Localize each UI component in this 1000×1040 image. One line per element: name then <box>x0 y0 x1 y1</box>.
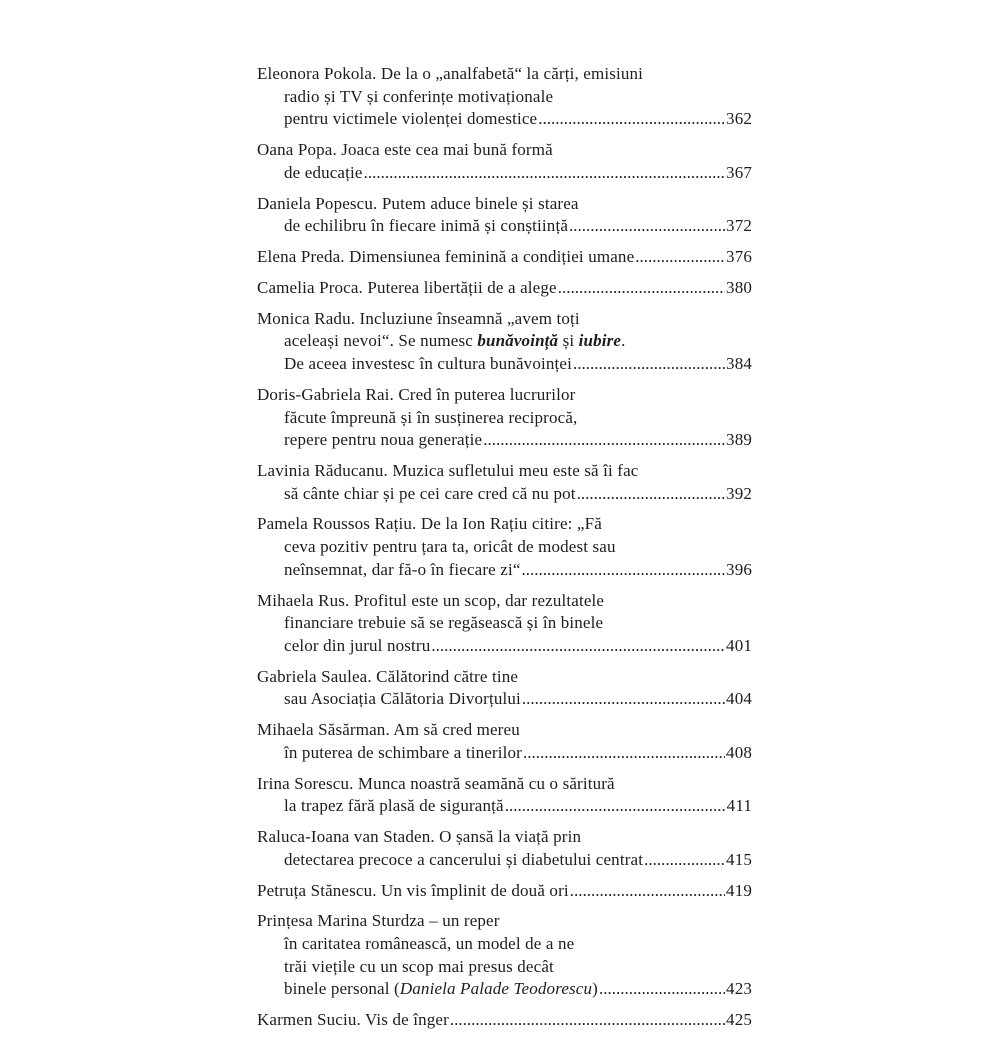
toc-entry-line: detectarea precoce a cancerului și diabetului centrat <box>284 849 644 869</box>
toc-page-number: 408 <box>726 742 752 762</box>
dot-leader <box>644 849 725 872</box>
toc-page-number: 362 <box>726 109 752 129</box>
toc-entry <box>257 773 752 818</box>
toc-entry <box>257 513 752 581</box>
dot-leader <box>523 742 725 765</box>
toc-page-number: 425 <box>726 1010 752 1030</box>
toc-entry-emphasis: bunăvoință <box>477 331 559 351</box>
dot-leader <box>570 880 725 903</box>
toc-entry <box>257 277 752 300</box>
toc-entry <box>257 1009 752 1032</box>
toc-entry-line: Petruța Stănescu. Un vis împlinit de două ori <box>257 880 569 900</box>
toc-entry-line: Camelia Proca. Puterea libertății de a alege <box>257 277 557 297</box>
toc-page-number: 415 <box>726 849 752 869</box>
toc-entry-text: ) <box>592 979 598 999</box>
toc-entry-line: de echilibru în fiecare inimă și conștiință <box>284 216 569 236</box>
toc-entry-line: Daniela Popescu. Putem aduce binele și starea <box>257 193 579 213</box>
toc-page-number: 411 <box>726 796 752 816</box>
toc-entry <box>257 719 752 764</box>
toc-page-number: 419 <box>726 880 752 900</box>
toc-entry-line: radio și TV și conferințe motivaționale <box>284 86 554 106</box>
toc-entry-last-line <box>257 162 752 185</box>
toc-page-number: 404 <box>726 689 752 709</box>
toc-page-number: 392 <box>726 483 752 503</box>
toc-entry-line: Mihaela Săsărman. Am să cred mereu <box>257 720 520 740</box>
toc-entry-line: Pamela Roussos Rațiu. De la Ion Rațiu citire: „Fă <box>257 514 602 534</box>
dot-leader <box>577 483 725 506</box>
toc-entry-line: Irina Sorescu. Munca noastră seamănă cu o săritură <box>257 773 615 793</box>
toc-entry-line: Monica Radu. Incluziune înseamnă „avem toți <box>257 308 580 328</box>
table-of-contents <box>257 63 752 1040</box>
toc-entry-line <box>284 978 598 1001</box>
toc-page-number: 389 <box>726 430 752 450</box>
toc-entry-last-line <box>257 795 752 818</box>
toc-entry <box>257 826 752 871</box>
dot-leader <box>364 162 725 185</box>
toc-entry <box>257 910 752 1000</box>
dot-leader <box>522 688 725 711</box>
toc-entry <box>257 139 752 184</box>
toc-entry-text: binele personal ( <box>284 979 400 999</box>
toc-entry-line: neînsemnat, dar fă-o în fiecare zi“ <box>284 559 521 579</box>
dot-leader <box>573 353 725 376</box>
toc-page-number: 372 <box>726 216 752 236</box>
toc-entry-last-line <box>257 880 752 903</box>
toc-entry <box>257 880 752 903</box>
toc-entry <box>257 308 752 376</box>
toc-entry-last-line <box>257 559 752 582</box>
toc-entry-last-line <box>257 429 752 452</box>
toc-page-number: 423 <box>726 979 752 999</box>
dot-leader <box>635 246 725 269</box>
dot-leader <box>450 1009 725 1032</box>
toc-entry-line: în puterea de schimbare a tinerilor <box>284 742 522 762</box>
toc-entry-line: făcute împreună și în susținerea reciprocă, <box>284 407 578 427</box>
dot-leader <box>431 635 725 658</box>
toc-page-number: 380 <box>726 277 752 297</box>
toc-entry-last-line <box>257 353 752 376</box>
toc-entry-line: Lavinia Răducanu. Muzica sufletului meu este să îi fac <box>257 460 639 480</box>
toc-entry-line: la trapez fără plasă de siguranță <box>284 796 504 816</box>
toc-entry-line: să cânte chiar și pe cei care cred că nu pot <box>284 483 576 503</box>
toc-page-number: 376 <box>726 247 752 267</box>
toc-page-number: 384 <box>726 354 752 374</box>
toc-entry-emphasis: Daniela Palade Teodorescu <box>399 979 593 999</box>
toc-entry <box>257 666 752 711</box>
toc-entry-text: aceleași nevoi“. Se numesc <box>284 331 478 351</box>
toc-entry-last-line <box>257 246 752 269</box>
toc-entry <box>257 193 752 238</box>
toc-entry-last-line <box>257 688 752 711</box>
toc-entry-line <box>257 330 752 353</box>
dot-leader <box>522 559 725 582</box>
toc-entry-line: Mihaela Rus. Profitul este un scop, dar rezultatele <box>257 590 605 610</box>
toc-entry-last-line <box>257 1009 752 1032</box>
dot-leader <box>569 215 725 238</box>
toc-entry-emphasis: iubire <box>578 331 622 351</box>
toc-entry-text: . <box>621 331 626 351</box>
toc-entry <box>257 590 752 658</box>
dot-leader <box>483 429 725 452</box>
toc-entry-line: repere pentru noua generație <box>284 430 483 450</box>
toc-entry-line: Doris-Gabriela Rai. Cred în puterea lucrurilor <box>257 384 576 404</box>
toc-page-number: 367 <box>726 162 752 182</box>
toc-page-number: 396 <box>726 559 752 579</box>
toc-entry-line: Karmen Suciu. Vis de înger <box>257 1010 449 1030</box>
toc-entry <box>257 63 752 131</box>
toc-entry-last-line <box>257 277 752 300</box>
toc-page-number: 401 <box>726 635 752 655</box>
toc-entry-last-line <box>257 742 752 765</box>
toc-entry-last-line <box>257 635 752 658</box>
toc-entry-line: pentru victimele violenței domestice <box>284 109 538 129</box>
toc-entry-last-line <box>257 215 752 238</box>
toc-entry-line: ceva pozitiv pentru țara ta, oricât de modest sau <box>284 537 616 557</box>
toc-entry-line: Gabriela Saulea. Călătorind către tine <box>257 666 519 686</box>
toc-entry <box>257 246 752 269</box>
toc-entry-line: trăi viețile cu un scop mai presus decât <box>284 956 554 976</box>
toc-entry-line: Prințesa Marina Sturdza – un reper <box>257 911 500 931</box>
toc-entry-line: celor din jurul nostru <box>284 635 431 655</box>
toc-entry-line: Oana Popa. Joaca este cea mai bună formă <box>257 140 553 160</box>
toc-entry-last-line <box>257 978 752 1001</box>
dot-leader <box>505 795 725 818</box>
toc-entry <box>257 384 752 452</box>
dot-leader <box>558 277 725 300</box>
toc-entry-last-line <box>257 849 752 872</box>
dot-leader <box>599 978 725 1001</box>
toc-entry-line: în caritatea românească, un model de a ne <box>284 934 575 954</box>
toc-entry-line: de educație <box>284 162 363 182</box>
toc-entry <box>257 460 752 505</box>
toc-entry-line: financiare trebuie să se regăsească și în binele <box>284 613 604 633</box>
toc-entry-line: Raluca-Ioana van Staden. O șansă la viață prin <box>257 827 582 847</box>
toc-entry-last-line <box>257 483 752 506</box>
toc-entry-line: sau Asociația Călătoria Divorțului <box>284 689 521 709</box>
dot-leader <box>538 108 725 131</box>
toc-entry-text: și <box>558 331 579 351</box>
toc-entry-last-line <box>257 108 752 131</box>
toc-entry-line: Eleonora Pokola. De la o „analfabetă“ la cărți, emisiuni <box>257 64 644 83</box>
toc-entry-line: De aceea investesc în cultura bunăvoinței <box>284 354 572 374</box>
toc-entry-line: Elena Preda. Dimensiunea feminină a condiției umane <box>257 247 635 267</box>
